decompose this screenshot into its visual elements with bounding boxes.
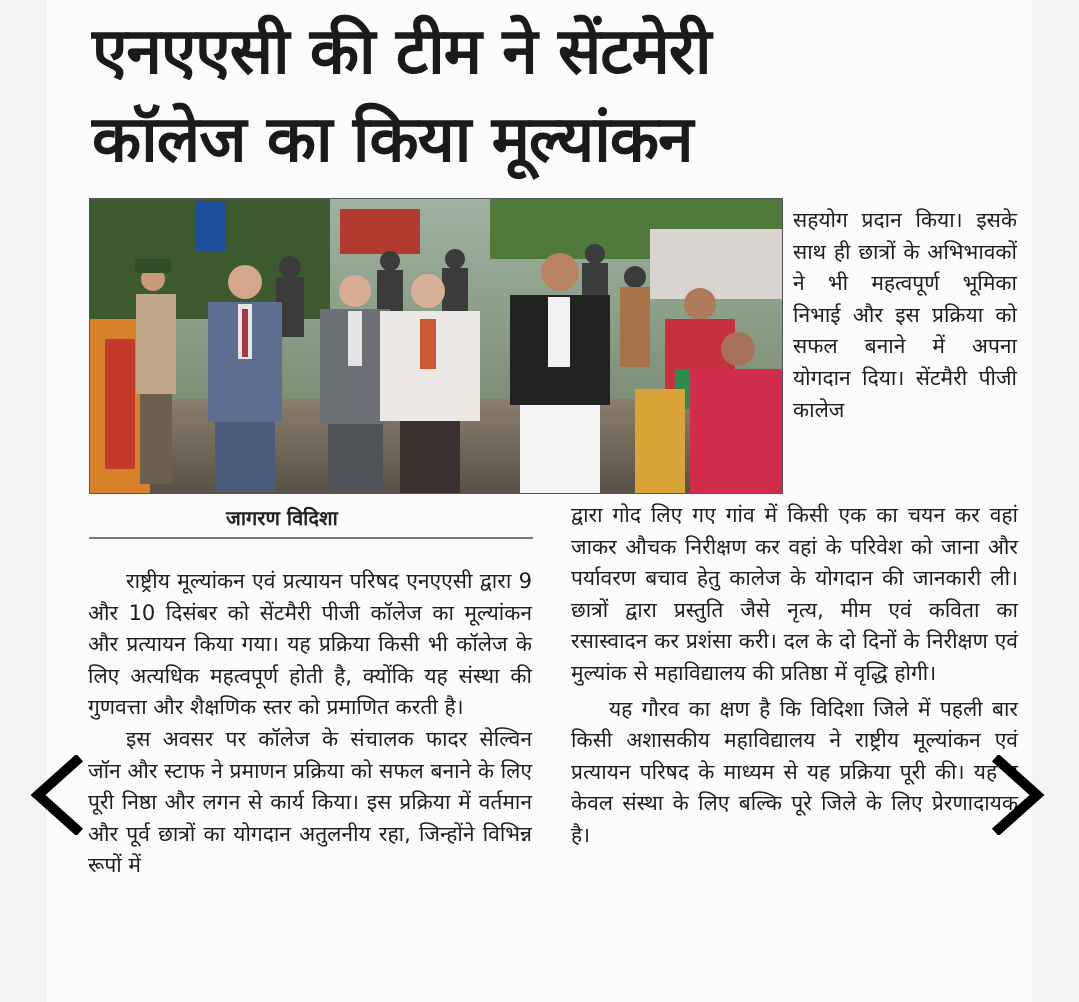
article-paragraph: इस अवसर पर कॉलेज के संचालक फादर सेल्विन जॉन और स्टाफ ने प्रमाणन प्रक्रिया को सफल बनाने के लिए पूरी निष्ठा और लगन से कार्य किया। इस प्रक्रिया में वर्तमान और पूर्व छात्रों का योगदान अतुलनीय रहा, जिन्होंने विभिन्न रूपों में [88,726,532,878]
chevron-right-icon [985,755,1055,835]
headline-line-1: एनएएसी की टीम ने सेंटमेरी [92,15,711,89]
byline: जागरण विदिशा [226,506,338,530]
next-page-button[interactable] [985,755,1055,835]
article-column-left [88,566,532,882]
news-photo-illustration [90,199,782,493]
previous-page-button[interactable] [20,755,90,835]
byline-divider [89,537,533,539]
article-column-right-top [793,205,1017,426]
article-column-right [571,500,1018,852]
news-photo [89,198,783,494]
article-paragraph: सहयोग प्रदान किया। इसके साथ ही छात्रों के अभिभावकों ने भी महत्वपूर्ण भूमिका निभाई और इस प्रक्रिया को सफल बनाने में अपना योगदान दिया। सेंटमैरी पीजी कालेज [793,208,1017,422]
article-paragraph: द्वारा गोद लिए गए गांव में किसी एक का चयन कर वहां जाकर औचक निरीक्षण कर वहां के परिवेश को जाना और पर्यावरण बचाव हेतु कालेज के योगदान की जानकारी ली। छात्रों द्वारा प्रस्तुति जैसे नृत्य, मीम एवं कविता का रसास्वादन कर प्रशंसा करी। दल के दो दिनों के निरीक्षण एवं मुल्यांक से महाविद्यालय की प्रतिष्ठा में वृद्धि होगी। [571,503,1018,685]
chevron-left-icon [20,755,90,835]
headline [92,8,1017,184]
headline-line-2: कॉलेज का किया मूल्यांकन [92,103,693,177]
article-paragraph: राष्ट्रीय मूल्यांकन एवं प्रत्यायन परिषद एनएएसी द्वारा 9 और 10 दिसंबर को सेंटमैरी पीजी कॉलेज का मूल्यांकन और प्रत्यायन किया गया। यह प्रक्रिया किसी भी कॉलेज के लिए अत्यधिक महत्वपूर्ण होती है, क्योंकि यह संस्था की गुणवत्ता और शैक्षणिक स्तर को प्रमाणित करती है। [88,569,532,720]
article-paragraph: यह गौरव का क्षण है कि विदिशा जिले में पहली बार किसी अशासकीय महाविद्यालय ने राष्ट्रीय मूल्यांकन एवं प्रत्यायन परिषद के माध्यम से यह प्रक्रिया पूरी की। यह न केवल संस्था के लिए बल्कि पूरे जिले के लिए प्रेरणादायक है। [571,696,1018,847]
